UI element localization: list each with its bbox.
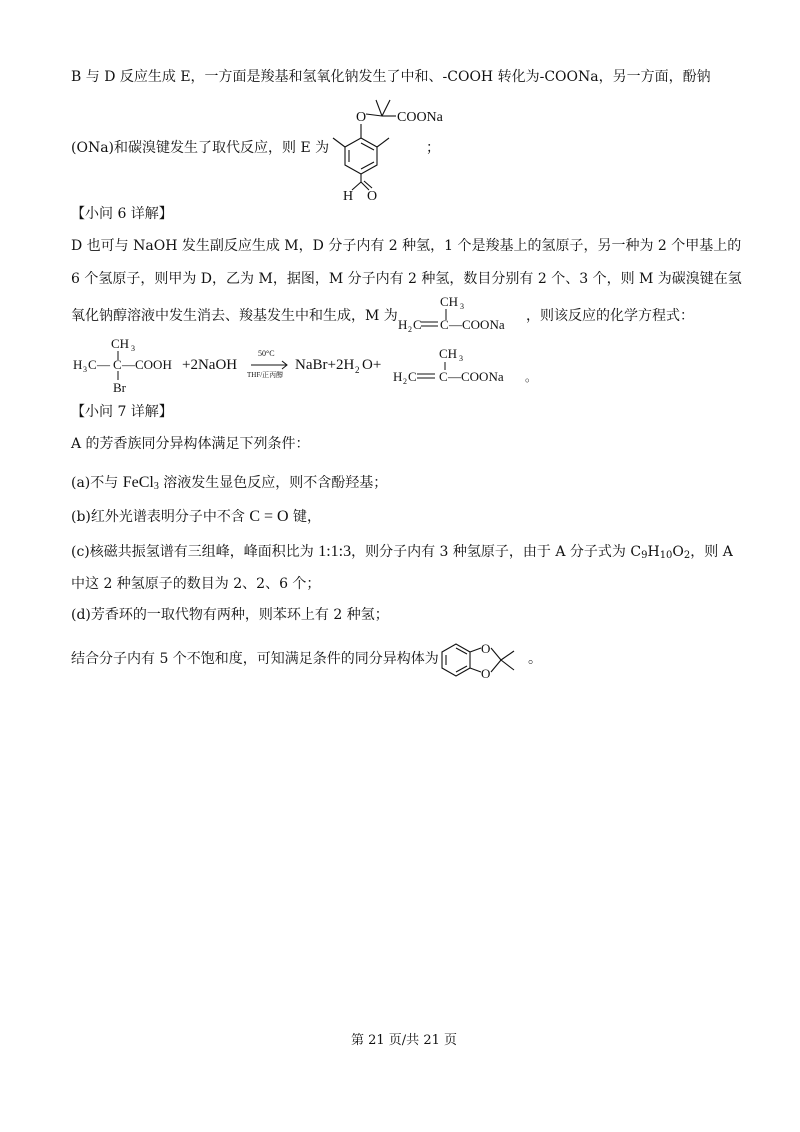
svg-text:H: H [73,357,83,372]
svg-text:。: 。 [525,370,538,384]
conclusion-end: 。 [528,651,542,667]
structure-m [398,293,522,335]
svg-text:CH: CH [440,294,459,309]
structure-benzodioxole [436,636,532,684]
svg-text:H: H [393,369,403,384]
reaction-equation [73,334,538,400]
para-line: D 也可与 NaOH 发生副反应生成 M，D 分子内有 2 种氢，1 个是羧基上的氢原子，另一种为 2 个甲基上的 [71,238,742,254]
para-line: ，则该反应的化学方程式： [526,308,694,324]
svg-text:—COONa: —COONa [448,369,504,384]
svg-text:2: 2 [403,377,407,386]
condition-c: (c)核磁共振氢谱有三组峰，峰面积比为 1:1:3，则分子内有 3 种氢原子，由于 A 分子式为 $C_9H_{10}O_2$，则 A [71,543,733,561]
svg-text:NaBr+2H: NaBr+2H [295,357,355,373]
condition-c-line2: 中这 2 种氢原子的数目为 2、2、6 个； [71,576,321,592]
para-line: A 的芳香族同分异构体满足下列条件： [71,436,310,452]
svg-text:3: 3 [83,365,87,374]
section-heading: 【小问 7 详解】 [71,404,173,420]
para-line: B 与 D 反应生成 E，一方面是羧基和氢氧化钠发生了中和、-COOH 转化为-COONa，另一方面，酚钠 [71,69,711,85]
svg-text:2: 2 [355,365,360,375]
svg-text:Br: Br [113,380,126,395]
condition-d: (d)芳香环的一取代物有两种，则苯环上有 2 种氢； [71,607,389,623]
svg-text:CH: CH [439,346,458,361]
svg-text:THF/正丙醇: THF/正丙醇 [247,371,284,379]
para-punct: ； [426,140,440,156]
aldehyde-h: H [343,189,354,204]
condition-a: (a)不与 FeCl$_3$ 溶液发生显色反应，则不含酚羟基； [71,474,388,492]
svg-text:C: C [439,369,448,384]
coona-label: COONa [397,110,443,125]
para-line: 6 个氢原子，则甲为 D，乙为 M，据图，M 分子内有 2 种氢，数目分别有 2 个、3 个，则 M 为碳溴键在氢 [71,271,742,287]
svg-text:H: H [398,317,408,332]
ether-oxygen: O [356,110,367,125]
conclusion: 结合分子内有 5 个不饱和度，可知满足条件的同分异构体为 [71,651,439,667]
svg-text:50°C: 50°C [258,349,275,358]
condition-b: (b)红外光谱表明分子中不含 C = O 键， [71,508,322,525]
para-line: 氧化钠醇溶液中发生消去、羧基发生中和生成，M 为 [71,308,398,324]
svg-text:3: 3 [131,344,135,353]
svg-text:—COONa: —COONa [449,317,505,332]
svg-text:C: C [408,369,417,384]
svg-text:3: 3 [459,354,463,363]
svg-text:C: C [440,317,449,332]
svg-text:O: O [481,641,491,656]
svg-text:C: C [413,317,422,332]
para-line: (ONa)和碳溴键发生了取代反应，则 E 为 [71,140,330,156]
svg-text:C: C [113,357,122,372]
svg-text:O+: O+ [362,357,382,373]
svg-text:—: — [97,357,110,372]
svg-text:3: 3 [460,302,464,311]
svg-text:O: O [481,666,491,681]
svg-text:CH: CH [111,336,130,351]
section-heading: 【小问 6 详解】 [71,206,173,222]
aldehyde-o: O [367,189,378,204]
svg-text:—COOH: —COOH [122,357,172,372]
svg-text:+2NaOH: +2NaOH [182,357,238,373]
svg-text:2: 2 [408,325,412,334]
svg-text:C: C [88,357,97,372]
page-footer: 第 21 页/共 21 页 [351,1033,457,1048]
